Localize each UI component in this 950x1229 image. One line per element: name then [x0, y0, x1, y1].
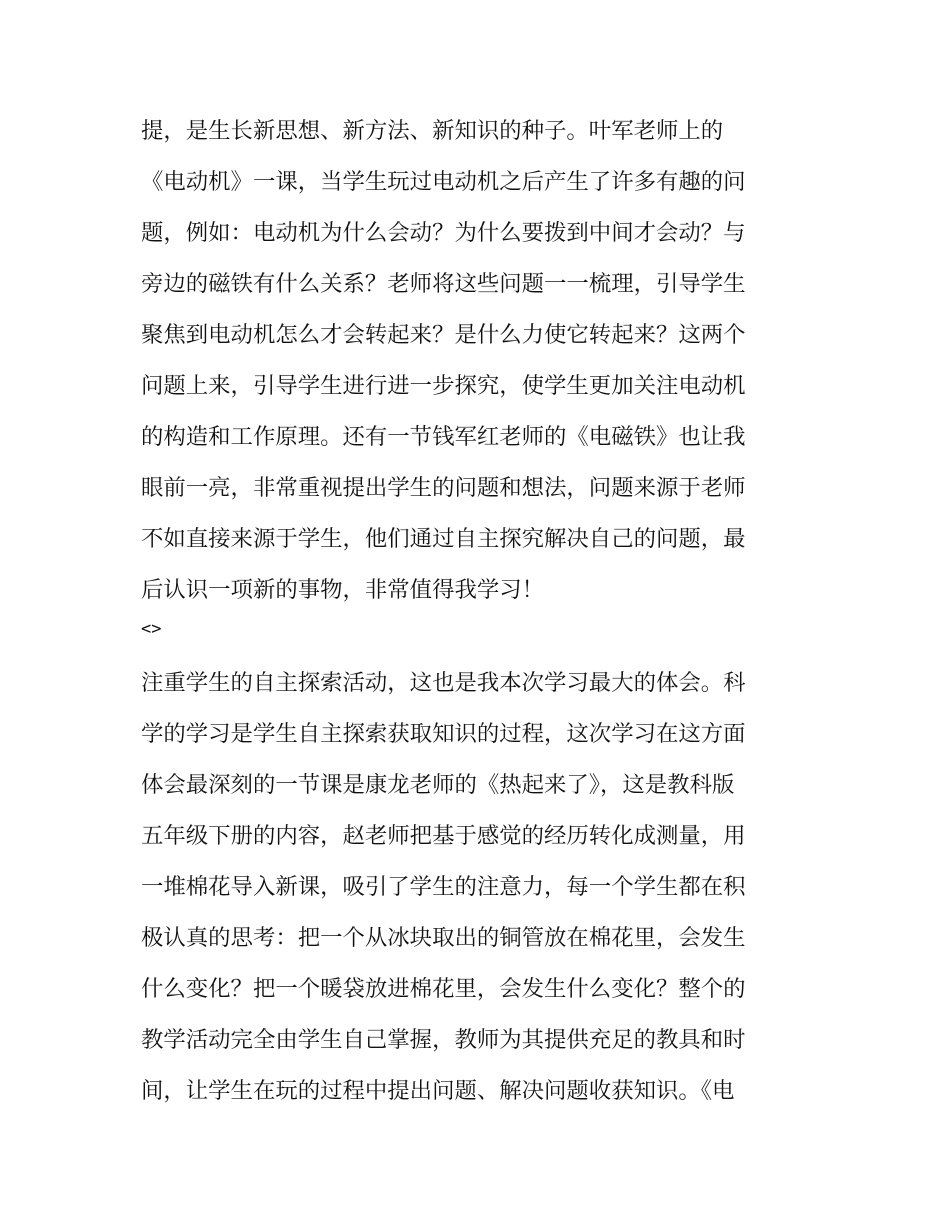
text-line: 什么变化？把一个暖袋放进棉花里，会发生什么变化？整个的 — [141, 976, 746, 1002]
text-line: 注重学生的自主探索活动，这也是我本次学习最大的体会。科 — [141, 670, 746, 696]
text-line: 五年级下册的内容，赵老师把基于感觉的经历转化成测量，用 — [141, 823, 746, 849]
text-line: 后认识一项新的事物，非常值得我学习！ — [141, 577, 545, 603]
text-line: 教学活动完全由学生自己掌握，教师为其提供充足的教具和时 — [141, 1027, 746, 1053]
text-line: 极认真的思考：把一个从冰块取出的铜管放在棉花里，会发生 — [141, 925, 746, 951]
text-line: 体会最深刻的一节课是康龙老师的《热起来了》，这是教科版 — [141, 772, 735, 798]
text-line: 题，例如：电动机为什么会动？为什么要拨到中间才会动？与 — [141, 220, 746, 246]
paragraph-2 — [141, 658, 813, 1117]
text-line: 《电动机》一课，当学生玩过电动机之后产生了许多有趣的问 — [141, 169, 746, 195]
text-line: 学的学习是学生自主探索获取知识的过程，这次学习在这方面 — [141, 721, 746, 747]
text-line: 旁边的磁铁有什么关系？老师将这些问题一一梳理，引导学生 — [141, 271, 746, 297]
text-line: 眼前一亮，非常重视提出学生的问题和想法，问题来源于老师 — [141, 475, 746, 501]
paragraph-1 — [141, 106, 813, 616]
text-line: 的构造和工作原理。还有一节钱军红老师的《电磁铁》也让我 — [141, 424, 746, 450]
text-line: 一堆棉花导入新课，吸引了学生的注意力，每一个学生都在积 — [141, 874, 746, 900]
text-line: 间，让学生在玩的过程中提出问题、解决问题收获知识。《电 — [141, 1078, 735, 1104]
text-line: 聚焦到电动机怎么才会转起来？是什么力使它转起来？这两个 — [141, 322, 746, 348]
text-line: 问题上来，引导学生进行进一步探究，使学生更加关注电动机 — [141, 373, 746, 399]
section-marker: <> — [141, 619, 162, 639]
text-line: 提，是生长新思想、新方法、新知识的种子。叶军老师上的 — [141, 118, 724, 144]
text-line: 不如直接来源于学生，他们通过自主探究解决自己的问题，最 — [141, 526, 746, 552]
document-page — [141, 106, 813, 1117]
